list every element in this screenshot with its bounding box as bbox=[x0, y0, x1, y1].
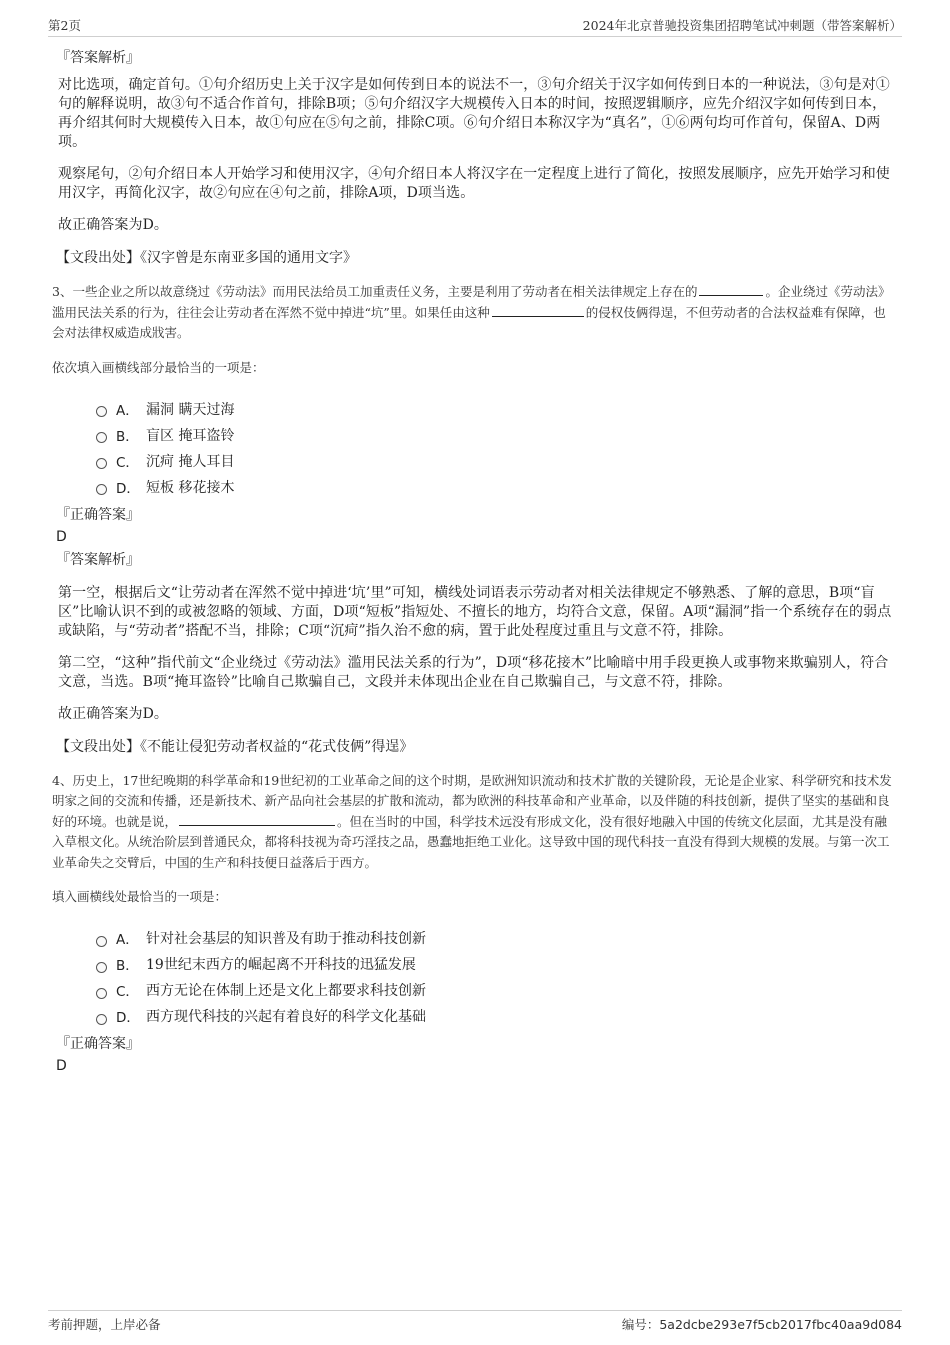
source-title: 《汉字曾是东南亚多国的通用文字》 bbox=[140, 250, 357, 266]
q2-conclusion: 故正确答案为D。 bbox=[58, 217, 169, 233]
q3-options bbox=[96, 396, 898, 500]
radio-button[interactable] bbox=[96, 458, 107, 469]
q4-option-a[interactable] bbox=[96, 925, 898, 951]
radio-button[interactable] bbox=[96, 432, 107, 443]
source-label: 【文段出处】 bbox=[56, 250, 140, 266]
code-value: 5a2dcbe293e7f5cb2017fbc40aa9d084 bbox=[659, 1317, 902, 1332]
correct-answer-tag: 『正确答案』 bbox=[56, 1036, 140, 1052]
correct-answer-tag: 『正确答案』 bbox=[56, 506, 140, 523]
radio-button[interactable] bbox=[96, 1014, 107, 1025]
q2-source bbox=[56, 248, 898, 268]
option-letter: C． bbox=[116, 984, 139, 1000]
analysis-tag: 『答案解析』 bbox=[56, 50, 140, 66]
q4-text-b: 。但在当时的中国，科学技术远没有形成文化，没有很好地融入中国的传统文化层面，尤其是没有融入草根文化。从统治阶层到普通民众，都将科技视为奇巧淫技之品，愚蠢地拒绝工业化。这导致中国的现代科技一直没有得到大规模的发展。与第一次工业革命失之交臂后，中国的生产和科技便日益落后于西方。 bbox=[52, 813, 890, 870]
option-text: 盲区 掩耳盗铃 bbox=[146, 427, 235, 444]
q4-options bbox=[96, 925, 898, 1029]
q3-source bbox=[56, 737, 898, 757]
option-text: 针对社会基层的知识普及有助于推动科技创新 bbox=[146, 931, 426, 947]
document-title: 2024年北京普驰投资集团招聘笔试冲刺题（带答案解析） bbox=[582, 18, 902, 33]
option-letter: D． bbox=[116, 1010, 140, 1026]
q3-text-a: 3、一些企业之所以故意绕过《劳动法》而用民法给员工加重责任义务，主要是利用了劳动者在相关法律规定上存在的 bbox=[52, 284, 698, 299]
option-text: 西方现代科技的兴起有着良好的科学文化基础 bbox=[146, 1009, 426, 1025]
option-text: 短板 移花接木 bbox=[146, 479, 235, 496]
q3-blank-2 bbox=[492, 304, 584, 317]
q3-conclusion: 故正确答案为D。 bbox=[58, 705, 169, 722]
radio-button[interactable] bbox=[96, 484, 107, 495]
q4-text-a: 4、历史上，17世纪晚期的科学革命和19世纪初的工业革命之间的这个时期，是欧洲知识流动和技术扩散的关键阶段，无论是企业家、科学研究和技术发明家之间的交流和传播，还是新技术、新产品向社会基层的扩散和流动，都为欧洲的科技革命和产业革命，以及伴随的科技创新，提供了坚实的基础和良好的环境。也就是说， bbox=[52, 772, 892, 829]
option-letter: A． bbox=[116, 402, 139, 419]
q3-stem bbox=[52, 282, 898, 344]
q3-text-c: 的侵权伎俩得逞，不但劳动者的合法权益难有保障，也会对法律权威造成戕害。 bbox=[52, 304, 886, 340]
q4-option-d[interactable] bbox=[96, 1003, 898, 1029]
radio-button[interactable] bbox=[96, 988, 107, 999]
option-letter: C． bbox=[116, 454, 139, 471]
q3-text-b: 。企业绕过《劳动法》滥用民法关系的行为，往往会让劳动者在浑然不觉中掉进“坑”里。如果任由这种 bbox=[52, 284, 891, 320]
q3-analysis-para-2: 第二空，“这种”指代前文“企业绕过《劳动法》滥用民法关系的行为”，D项“移花接木”比喻暗中用手段更换人或事物来欺骗别人，符合文意，当选。B项“掩耳盗铃”比喻自己欺骗自己，文段并未体现出企业在自己欺骗自己，与文意不符，排除。 bbox=[58, 654, 889, 690]
page-content bbox=[52, 48, 898, 1079]
q3-blank-1 bbox=[699, 283, 763, 296]
q4-option-b[interactable] bbox=[96, 951, 898, 977]
radio-button[interactable] bbox=[96, 936, 107, 947]
code-label: 编号： bbox=[621, 1317, 660, 1332]
radio-button[interactable] bbox=[96, 406, 107, 417]
page-footer bbox=[48, 1310, 902, 1333]
q3-option-c[interactable] bbox=[96, 448, 898, 474]
q2-analysis-para-1: 对比选项，确定首句。①句介绍历史上关于汉字是如何传到日本的说法不一，③句介绍关于汉字如何传到日本的一种说法，③句是对①句的解释说明，故③句不适合作首句，排除B项；⑤句介绍汉字大规模传入日本的时间，按照逻辑顺序，应先介绍汉字如何传到日本，再介绍其何时大规模传入日本，故①句应在⑤句之前，排除C项。⑥句介绍日本称汉字为“真名”，①⑥两句均可作首句，保留A、D两项。 bbox=[58, 77, 890, 150]
option-text: 沉疴 掩人耳目 bbox=[146, 453, 235, 470]
option-letter: B． bbox=[116, 428, 139, 445]
q4-answer: D bbox=[56, 1058, 67, 1074]
q4-stem bbox=[52, 771, 898, 874]
q4-blank bbox=[179, 813, 335, 826]
source-title: 《不能让侵犯劳动者权益的“花式伎俩”得逞》 bbox=[140, 738, 414, 755]
page-header bbox=[48, 14, 902, 37]
radio-button[interactable] bbox=[96, 962, 107, 973]
option-letter: B． bbox=[116, 958, 139, 974]
document-code bbox=[622, 1315, 902, 1333]
option-letter: D． bbox=[116, 480, 140, 497]
q4-option-c[interactable] bbox=[96, 977, 898, 1003]
q3-analysis-para-1: 第一空，根据后文“让劳动者在浑然不觉中掉进‘坑’里”可知，横线处词语表示劳动者对相关法律规定不够熟悉、了解的意思，B项“盲区”比喻认识不到的或被忽略的领域、方面，D项“短板”指短处、不擅长的地方，均符合文意，保留。A项“漏洞”指一个系统存在的弱点或缺陷，与“劳动者”搭配不当，排除；C项“沉疴”指久治不愈的病，置于此处程度过重且与文意不符，排除。 bbox=[58, 584, 892, 639]
analysis-tag: 『答案解析』 bbox=[56, 551, 140, 568]
q2-analysis-para-2: 观察尾句，②句介绍日本人开始学习和使用汉字，④句介绍日本人将汉字在一定程度上进行了简化，按照发展顺序，应先开始学习和使用汉字，再简化汉字，故②句应在④句之前，排除A项，D项当选。 bbox=[58, 166, 890, 201]
q4-prompt: 填入画横线处最恰当的一项是： bbox=[52, 889, 228, 904]
source-label: 【文段出处】 bbox=[56, 738, 140, 755]
q3-prompt: 依次填入画横线部分最恰当的一项是： bbox=[52, 359, 265, 375]
footer-slogan: 考前押题，上岸必备 bbox=[48, 1317, 161, 1332]
q3-option-b[interactable] bbox=[96, 422, 898, 448]
option-text: 西方无论在体制上还是文化上都要求科技创新 bbox=[146, 983, 426, 999]
page-number: 第2页 bbox=[48, 18, 81, 33]
q3-option-a[interactable] bbox=[96, 396, 898, 422]
option-text: 19世纪末西方的崛起离不开科技的迅猛发展 bbox=[146, 957, 416, 973]
option-text: 漏洞 瞒天过海 bbox=[146, 401, 235, 418]
q3-option-d[interactable] bbox=[96, 474, 898, 500]
option-letter: A． bbox=[116, 932, 139, 948]
q3-answer: D bbox=[56, 528, 67, 545]
